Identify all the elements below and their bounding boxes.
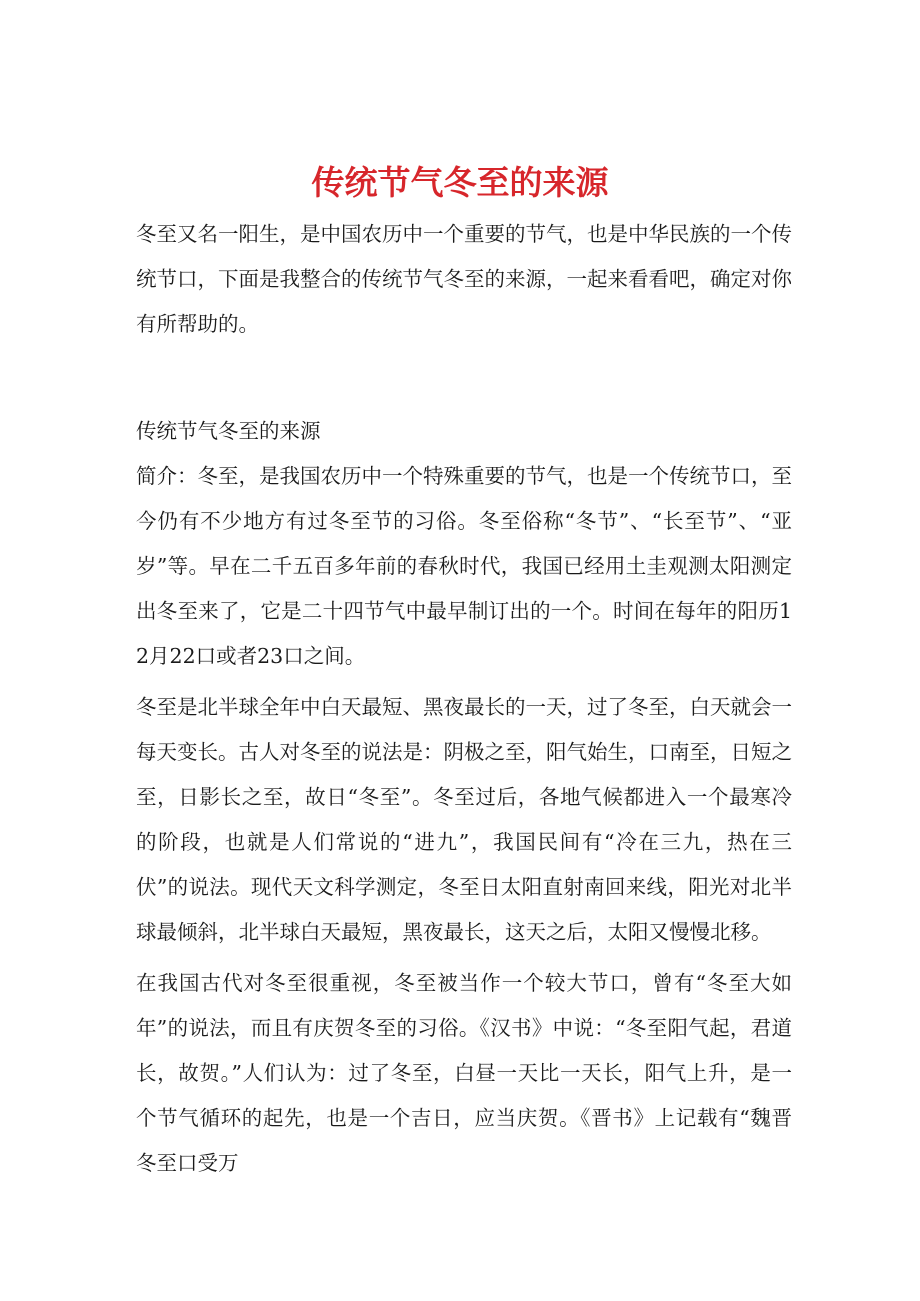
- body-paragraph-daylight: 冬至是北半球全年中白天最短、黑夜最长的一天，过了冬至，白天就会一每天变长。古人对冬至的说法是：阴极之至，阳气始生，口南至，日短之至，日影长之至，故日“冬至”。冬至过后，各地气候都进入一个最寒冷的阶段，也就是人们常说的“进九”，我国民间有“冷在三九，热在三伏”的说法。现代天文科学测定，冬至日太阳直射南回来线，阳光对北半球最倾斜，北半球白天最短，黑夜最长，这天之后，太阳又慢慢北移。: [136, 695, 792, 944]
- body-paragraph-intro: 简介：冬至，是我国农历中一个特殊重要的节气，也是一个传统节口，至今仍有不少地方有过冬至节的习俗。冬至俗称“冬节”、“长至节”、“亚岁”等。早在二千五百多年前的春秋时代，我国已经用土圭观测太阳测定出冬至来了，它是二十四节气中最早制订出的一个。时间在每年的阳历12月22口或者23口之间。: [136, 464, 792, 668]
- section-subtitle: 传统节气冬至的来源: [136, 419, 321, 443]
- body-paragraph-history: 在我国古代对冬至很重视，冬至被当作一个较大节口，曾有“冬至大如年”的说法，而且有庆贺冬至的习俗。《汉书》中说：“冬至阳气起，君道长，故贺。”人们认为：过了冬至，白昼一天比一天长，阳气上升，是一个节气循环的起先，也是一个吉日，应当庆贺。《晋书》上记载有“魏晋冬至口受万: [136, 971, 792, 1175]
- page-title: 传统节气冬至的来源: [311, 163, 609, 203]
- intro-paragraph: 冬至又名一阳生，是中国农历中一个重要的节气，也是中华民族的一个传统节口，下面是我整合的传统节气冬至的来源，一起来看看吧，确定对你有所帮助的。: [136, 222, 792, 336]
- document-body: [136, 212, 792, 1192]
